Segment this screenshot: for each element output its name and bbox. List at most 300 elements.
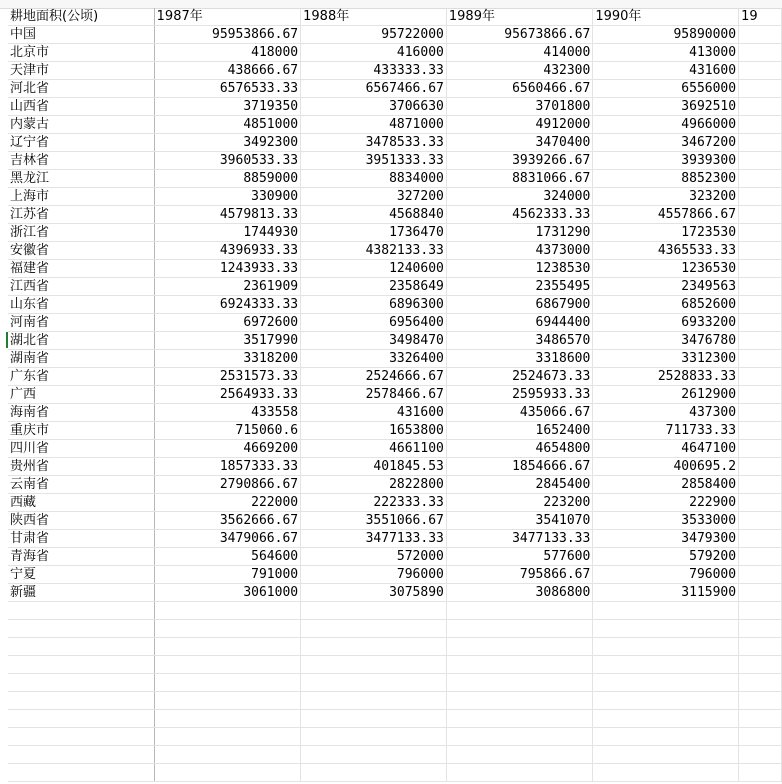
value-cell[interactable]: 330900 <box>154 188 300 206</box>
region-name-cell[interactable]: 上海市 <box>8 188 154 206</box>
empty-cell[interactable] <box>739 188 782 206</box>
empty-row[interactable] <box>8 602 782 620</box>
empty-cell[interactable] <box>301 674 447 692</box>
empty-cell[interactable] <box>739 170 782 188</box>
region-name-cell[interactable]: 青海省 <box>8 548 154 566</box>
value-cell[interactable]: 4579813.33 <box>154 206 300 224</box>
value-cell[interactable]: 2790866.67 <box>154 476 300 494</box>
empty-cell[interactable] <box>593 764 739 782</box>
table-row[interactable] <box>8 278 782 296</box>
value-cell[interactable]: 3115900 <box>593 584 739 602</box>
value-cell[interactable]: 4562333.33 <box>446 206 592 224</box>
table-row[interactable] <box>8 440 782 458</box>
header-year-cell[interactable]: 1989年 <box>446 8 592 26</box>
region-name-cell[interactable]: 浙江省 <box>8 224 154 242</box>
value-cell[interactable]: 791000 <box>154 566 300 584</box>
value-cell[interactable]: 3706630 <box>301 98 447 116</box>
region-name-cell[interactable]: 山西省 <box>8 98 154 116</box>
empty-row[interactable] <box>8 620 782 638</box>
value-cell[interactable]: 222333.33 <box>301 494 447 512</box>
value-cell[interactable]: 3477133.33 <box>301 530 447 548</box>
empty-cell[interactable] <box>446 692 592 710</box>
value-cell[interactable]: 6924333.33 <box>154 296 300 314</box>
empty-cell[interactable] <box>154 620 300 638</box>
region-name-cell[interactable]: 海南省 <box>8 404 154 422</box>
value-cell[interactable]: 3470400 <box>446 134 592 152</box>
empty-cell[interactable] <box>739 422 782 440</box>
empty-row[interactable] <box>8 710 782 728</box>
region-name-cell[interactable]: 中国 <box>8 26 154 44</box>
value-cell[interactable]: 564600 <box>154 548 300 566</box>
value-cell[interactable]: 3477133.33 <box>446 530 592 548</box>
value-cell[interactable]: 3492300 <box>154 134 300 152</box>
table-row[interactable] <box>8 134 782 152</box>
table-row[interactable] <box>8 224 782 242</box>
value-cell[interactable]: 324000 <box>446 188 592 206</box>
empty-cell[interactable] <box>739 260 782 278</box>
value-cell[interactable]: 2524666.67 <box>301 368 447 386</box>
value-cell[interactable]: 3479300 <box>593 530 739 548</box>
empty-cell[interactable] <box>739 458 782 476</box>
empty-cell[interactable] <box>301 656 447 674</box>
empty-cell[interactable] <box>593 656 739 674</box>
empty-cell[interactable] <box>301 692 447 710</box>
empty-cell[interactable] <box>593 674 739 692</box>
value-cell[interactable]: 1854666.67 <box>446 458 592 476</box>
value-cell[interactable]: 3318600 <box>446 350 592 368</box>
empty-cell[interactable] <box>739 548 782 566</box>
empty-cell[interactable] <box>739 134 782 152</box>
value-cell[interactable]: 3312300 <box>593 350 739 368</box>
header-year-cell-overflow[interactable]: 19 <box>739 8 782 26</box>
region-name-cell[interactable]: 辽宁省 <box>8 134 154 152</box>
value-cell[interactable]: 3318200 <box>154 350 300 368</box>
empty-row[interactable] <box>8 764 782 782</box>
value-cell[interactable]: 715060.6 <box>154 422 300 440</box>
value-cell[interactable]: 4373000 <box>446 242 592 260</box>
value-cell[interactable]: 4871000 <box>301 116 447 134</box>
empty-cell[interactable] <box>593 710 739 728</box>
empty-cell[interactable] <box>446 710 592 728</box>
value-cell[interactable]: 2858400 <box>593 476 739 494</box>
region-name-cell[interactable]: 新疆 <box>8 584 154 602</box>
value-cell[interactable]: 4851000 <box>154 116 300 134</box>
value-cell[interactable]: 1723530 <box>593 224 739 242</box>
empty-cell[interactable] <box>8 638 154 656</box>
value-cell[interactable]: 6560466.67 <box>446 80 592 98</box>
empty-cell[interactable] <box>446 638 592 656</box>
value-cell[interactable]: 3939300 <box>593 152 739 170</box>
empty-cell[interactable] <box>739 404 782 422</box>
empty-cell[interactable] <box>739 350 782 368</box>
empty-cell[interactable] <box>739 206 782 224</box>
value-cell[interactable]: 400695.2 <box>593 458 739 476</box>
value-cell[interactable]: 1652400 <box>446 422 592 440</box>
value-cell[interactable]: 438666.67 <box>154 62 300 80</box>
value-cell[interactable]: 323200 <box>593 188 739 206</box>
empty-cell[interactable] <box>593 638 739 656</box>
value-cell[interactable]: 95722000 <box>301 26 447 44</box>
empty-cell[interactable] <box>593 620 739 638</box>
value-cell[interactable]: 3061000 <box>154 584 300 602</box>
value-cell[interactable]: 3467200 <box>593 134 739 152</box>
value-cell[interactable]: 8831066.67 <box>446 170 592 188</box>
value-cell[interactable]: 2361909 <box>154 278 300 296</box>
value-cell[interactable]: 8859000 <box>154 170 300 188</box>
value-cell[interactable]: 8834000 <box>301 170 447 188</box>
value-cell[interactable]: 6896300 <box>301 296 447 314</box>
value-cell[interactable]: 401845.53 <box>301 458 447 476</box>
table-row[interactable] <box>8 26 782 44</box>
value-cell[interactable]: 6852600 <box>593 296 739 314</box>
header-label-cell[interactable]: 耕地面积(公顷) <box>8 8 154 26</box>
table-row[interactable] <box>8 98 782 116</box>
region-name-cell[interactable]: 河北省 <box>8 80 154 98</box>
value-cell[interactable]: 2595933.33 <box>446 386 592 404</box>
value-cell[interactable]: 796000 <box>301 566 447 584</box>
table-row[interactable] <box>8 170 782 188</box>
empty-cell[interactable] <box>8 602 154 620</box>
value-cell[interactable]: 4557866.67 <box>593 206 739 224</box>
table-row[interactable] <box>8 566 782 584</box>
table-row[interactable] <box>8 62 782 80</box>
empty-cell[interactable] <box>739 332 782 350</box>
empty-cell[interactable] <box>446 674 592 692</box>
value-cell[interactable]: 3476780 <box>593 332 739 350</box>
value-cell[interactable]: 95673866.67 <box>446 26 592 44</box>
value-cell[interactable]: 3719350 <box>154 98 300 116</box>
value-cell[interactable]: 222900 <box>593 494 739 512</box>
table-row[interactable] <box>8 80 782 98</box>
table-row[interactable] <box>8 368 782 386</box>
region-name-cell[interactable]: 宁夏 <box>8 566 154 584</box>
empty-cell[interactable] <box>739 584 782 602</box>
value-cell[interactable]: 8852300 <box>593 170 739 188</box>
empty-row[interactable] <box>8 692 782 710</box>
value-cell[interactable]: 432300 <box>446 62 592 80</box>
region-name-cell[interactable]: 山东省 <box>8 296 154 314</box>
value-cell[interactable]: 2349563 <box>593 278 739 296</box>
empty-cell[interactable] <box>8 728 154 746</box>
empty-cell[interactable] <box>739 638 782 656</box>
empty-cell[interactable] <box>301 710 447 728</box>
value-cell[interactable]: 2845400 <box>446 476 592 494</box>
empty-cell[interactable] <box>739 152 782 170</box>
value-cell[interactable]: 3498470 <box>301 332 447 350</box>
table-row[interactable] <box>8 404 782 422</box>
value-cell[interactable]: 437300 <box>593 404 739 422</box>
value-cell[interactable]: 1240600 <box>301 260 447 278</box>
empty-cell[interactable] <box>739 530 782 548</box>
empty-cell[interactable] <box>8 656 154 674</box>
value-cell[interactable]: 1238530 <box>446 260 592 278</box>
value-cell[interactable]: 327200 <box>301 188 447 206</box>
value-cell[interactable]: 3541070 <box>446 512 592 530</box>
empty-cell[interactable] <box>739 710 782 728</box>
value-cell[interactable]: 795866.67 <box>446 566 592 584</box>
empty-cell[interactable] <box>739 728 782 746</box>
empty-cell[interactable] <box>593 692 739 710</box>
empty-cell[interactable] <box>154 674 300 692</box>
empty-cell[interactable] <box>739 224 782 242</box>
region-name-cell[interactable]: 四川省 <box>8 440 154 458</box>
empty-cell[interactable] <box>739 98 782 116</box>
empty-cell[interactable] <box>301 602 447 620</box>
empty-cell[interactable] <box>154 692 300 710</box>
region-name-cell[interactable]: 福建省 <box>8 260 154 278</box>
region-name-cell[interactable]: 江苏省 <box>8 206 154 224</box>
table-row[interactable] <box>8 422 782 440</box>
empty-row[interactable] <box>8 746 782 764</box>
table-row[interactable] <box>8 242 782 260</box>
table-row[interactable] <box>8 188 782 206</box>
empty-cell[interactable] <box>154 638 300 656</box>
empty-cell[interactable] <box>739 116 782 134</box>
region-name-cell[interactable]: 湖北省 <box>8 332 154 350</box>
empty-cell[interactable] <box>301 764 447 782</box>
value-cell[interactable]: 416000 <box>301 44 447 62</box>
empty-cell[interactable] <box>446 728 592 746</box>
empty-cell[interactable] <box>301 638 447 656</box>
value-cell[interactable]: 433558 <box>154 404 300 422</box>
value-cell[interactable]: 4654800 <box>446 440 592 458</box>
value-cell[interactable]: 2531573.33 <box>154 368 300 386</box>
value-cell[interactable]: 95890000 <box>593 26 739 44</box>
empty-cell[interactable] <box>739 692 782 710</box>
region-name-cell[interactable]: 天津市 <box>8 62 154 80</box>
table-row[interactable] <box>8 386 782 404</box>
empty-cell[interactable] <box>739 62 782 80</box>
value-cell[interactable]: 2528833.33 <box>593 368 739 386</box>
value-cell[interactable]: 6867900 <box>446 296 592 314</box>
value-cell[interactable]: 222000 <box>154 494 300 512</box>
value-cell[interactable]: 579200 <box>593 548 739 566</box>
value-cell[interactable]: 418000 <box>154 44 300 62</box>
value-cell[interactable]: 711733.33 <box>593 422 739 440</box>
value-cell[interactable]: 3960533.33 <box>154 152 300 170</box>
empty-cell[interactable] <box>154 602 300 620</box>
empty-cell[interactable] <box>739 368 782 386</box>
empty-cell[interactable] <box>739 440 782 458</box>
header-row[interactable] <box>8 8 782 26</box>
empty-cell[interactable] <box>154 764 300 782</box>
empty-cell[interactable] <box>301 620 447 638</box>
empty-cell[interactable] <box>446 620 592 638</box>
empty-cell[interactable] <box>739 314 782 332</box>
region-name-cell[interactable]: 北京市 <box>8 44 154 62</box>
value-cell[interactable]: 3479066.67 <box>154 530 300 548</box>
empty-cell[interactable] <box>739 512 782 530</box>
region-name-cell[interactable]: 贵州省 <box>8 458 154 476</box>
empty-row[interactable] <box>8 638 782 656</box>
table-row[interactable] <box>8 152 782 170</box>
region-name-cell[interactable]: 西藏 <box>8 494 154 512</box>
empty-cell[interactable] <box>446 764 592 782</box>
region-name-cell[interactable]: 广西 <box>8 386 154 404</box>
region-name-cell[interactable]: 江西省 <box>8 278 154 296</box>
value-cell[interactable]: 3517990 <box>154 332 300 350</box>
value-cell[interactable]: 3939266.67 <box>446 152 592 170</box>
empty-cell[interactable] <box>739 278 782 296</box>
value-cell[interactable]: 3533000 <box>593 512 739 530</box>
value-cell[interactable]: 433333.33 <box>301 62 447 80</box>
table-row[interactable] <box>8 530 782 548</box>
value-cell[interactable]: 577600 <box>446 548 592 566</box>
empty-cell[interactable] <box>8 692 154 710</box>
empty-cell[interactable] <box>154 746 300 764</box>
table-row[interactable] <box>8 494 782 512</box>
value-cell[interactable]: 3562666.67 <box>154 512 300 530</box>
value-cell[interactable]: 3951333.33 <box>301 152 447 170</box>
empty-cell[interactable] <box>739 242 782 260</box>
value-cell[interactable]: 2355495 <box>446 278 592 296</box>
empty-cell[interactable] <box>8 764 154 782</box>
value-cell[interactable]: 3326400 <box>301 350 447 368</box>
region-name-cell[interactable]: 吉林省 <box>8 152 154 170</box>
empty-cell[interactable] <box>301 728 447 746</box>
empty-cell[interactable] <box>739 656 782 674</box>
region-name-cell[interactable]: 广东省 <box>8 368 154 386</box>
empty-cell[interactable] <box>446 602 592 620</box>
value-cell[interactable]: 4365533.33 <box>593 242 739 260</box>
table-row[interactable] <box>8 116 782 134</box>
value-cell[interactable]: 4568840 <box>301 206 447 224</box>
value-cell[interactable]: 2578466.67 <box>301 386 447 404</box>
value-cell[interactable]: 1857333.33 <box>154 458 300 476</box>
value-cell[interactable]: 414000 <box>446 44 592 62</box>
empty-cell[interactable] <box>154 656 300 674</box>
region-name-cell[interactable]: 黑龙江 <box>8 170 154 188</box>
region-name-cell[interactable]: 内蒙古 <box>8 116 154 134</box>
empty-cell[interactable] <box>739 602 782 620</box>
empty-cell[interactable] <box>301 746 447 764</box>
value-cell[interactable]: 6933200 <box>593 314 739 332</box>
empty-cell[interactable] <box>739 494 782 512</box>
table-row[interactable] <box>8 44 782 62</box>
empty-row[interactable] <box>8 656 782 674</box>
empty-cell[interactable] <box>8 746 154 764</box>
table-row[interactable] <box>8 332 782 350</box>
value-cell[interactable]: 6567466.67 <box>301 80 447 98</box>
empty-row[interactable] <box>8 728 782 746</box>
table-row[interactable] <box>8 314 782 332</box>
table-row[interactable] <box>8 512 782 530</box>
table-row[interactable] <box>8 458 782 476</box>
empty-cell[interactable] <box>739 44 782 62</box>
table-row[interactable] <box>8 476 782 494</box>
empty-row[interactable] <box>8 674 782 692</box>
value-cell[interactable]: 2564933.33 <box>154 386 300 404</box>
empty-cell[interactable] <box>593 746 739 764</box>
value-cell[interactable]: 4396933.33 <box>154 242 300 260</box>
value-cell[interactable]: 3075890 <box>301 584 447 602</box>
region-name-cell[interactable]: 云南省 <box>8 476 154 494</box>
empty-cell[interactable] <box>8 674 154 692</box>
value-cell[interactable]: 2358649 <box>301 278 447 296</box>
value-cell[interactable]: 4382133.33 <box>301 242 447 260</box>
region-name-cell[interactable]: 陕西省 <box>8 512 154 530</box>
empty-cell[interactable] <box>739 674 782 692</box>
value-cell[interactable]: 6972600 <box>154 314 300 332</box>
empty-cell[interactable] <box>739 386 782 404</box>
value-cell[interactable]: 4966000 <box>593 116 739 134</box>
value-cell[interactable]: 796000 <box>593 566 739 584</box>
value-cell[interactable]: 4912000 <box>446 116 592 134</box>
value-cell[interactable]: 1243933.33 <box>154 260 300 278</box>
value-cell[interactable]: 435066.67 <box>446 404 592 422</box>
empty-cell[interactable] <box>739 764 782 782</box>
value-cell[interactable]: 4647100 <box>593 440 739 458</box>
empty-cell[interactable] <box>739 620 782 638</box>
value-cell[interactable]: 6944400 <box>446 314 592 332</box>
empty-cell[interactable] <box>739 26 782 44</box>
table-row[interactable] <box>8 296 782 314</box>
value-cell[interactable]: 95953866.67 <box>154 26 300 44</box>
empty-cell[interactable] <box>593 728 739 746</box>
value-cell[interactable]: 2612900 <box>593 386 739 404</box>
table-row[interactable] <box>8 350 782 368</box>
value-cell[interactable]: 3701800 <box>446 98 592 116</box>
empty-cell[interactable] <box>154 728 300 746</box>
value-cell[interactable]: 431600 <box>301 404 447 422</box>
value-cell[interactable]: 6576533.33 <box>154 80 300 98</box>
value-cell[interactable]: 3551066.67 <box>301 512 447 530</box>
region-name-cell[interactable]: 重庆市 <box>8 422 154 440</box>
value-cell[interactable]: 1744930 <box>154 224 300 242</box>
empty-cell[interactable] <box>446 746 592 764</box>
data-grid[interactable] <box>8 8 782 782</box>
value-cell[interactable]: 2822800 <box>301 476 447 494</box>
header-year-cell[interactable]: 1988年 <box>301 8 447 26</box>
value-cell[interactable]: 3692510 <box>593 98 739 116</box>
empty-cell[interactable] <box>593 602 739 620</box>
empty-cell[interactable] <box>446 656 592 674</box>
empty-cell[interactable] <box>8 710 154 728</box>
value-cell[interactable]: 6956400 <box>301 314 447 332</box>
region-name-cell[interactable]: 安徽省 <box>8 242 154 260</box>
value-cell[interactable]: 3486570 <box>446 332 592 350</box>
empty-cell[interactable] <box>739 566 782 584</box>
empty-cell[interactable] <box>154 710 300 728</box>
value-cell[interactable]: 1653800 <box>301 422 447 440</box>
empty-cell[interactable] <box>739 476 782 494</box>
empty-cell[interactable] <box>739 296 782 314</box>
value-cell[interactable]: 572000 <box>301 548 447 566</box>
value-cell[interactable]: 6556000 <box>593 80 739 98</box>
value-cell[interactable]: 4661100 <box>301 440 447 458</box>
empty-cell[interactable] <box>739 80 782 98</box>
value-cell[interactable]: 1731290 <box>446 224 592 242</box>
region-name-cell[interactable]: 甘肃省 <box>8 530 154 548</box>
value-cell[interactable]: 1236530 <box>593 260 739 278</box>
value-cell[interactable]: 223200 <box>446 494 592 512</box>
value-cell[interactable]: 2524673.33 <box>446 368 592 386</box>
table-row[interactable] <box>8 548 782 566</box>
value-cell[interactable]: 431600 <box>593 62 739 80</box>
value-cell[interactable]: 4669200 <box>154 440 300 458</box>
region-name-cell[interactable]: 河南省 <box>8 314 154 332</box>
region-name-cell[interactable]: 湖南省 <box>8 350 154 368</box>
header-year-cell[interactable]: 1990年 <box>593 8 739 26</box>
value-cell[interactable]: 413000 <box>593 44 739 62</box>
header-year-cell[interactable]: 1987年 <box>154 8 300 26</box>
value-cell[interactable]: 3086800 <box>446 584 592 602</box>
empty-cell[interactable] <box>8 620 154 638</box>
table-row[interactable] <box>8 260 782 278</box>
value-cell[interactable]: 1736470 <box>301 224 447 242</box>
empty-cell[interactable] <box>739 746 782 764</box>
table-row[interactable] <box>8 206 782 224</box>
